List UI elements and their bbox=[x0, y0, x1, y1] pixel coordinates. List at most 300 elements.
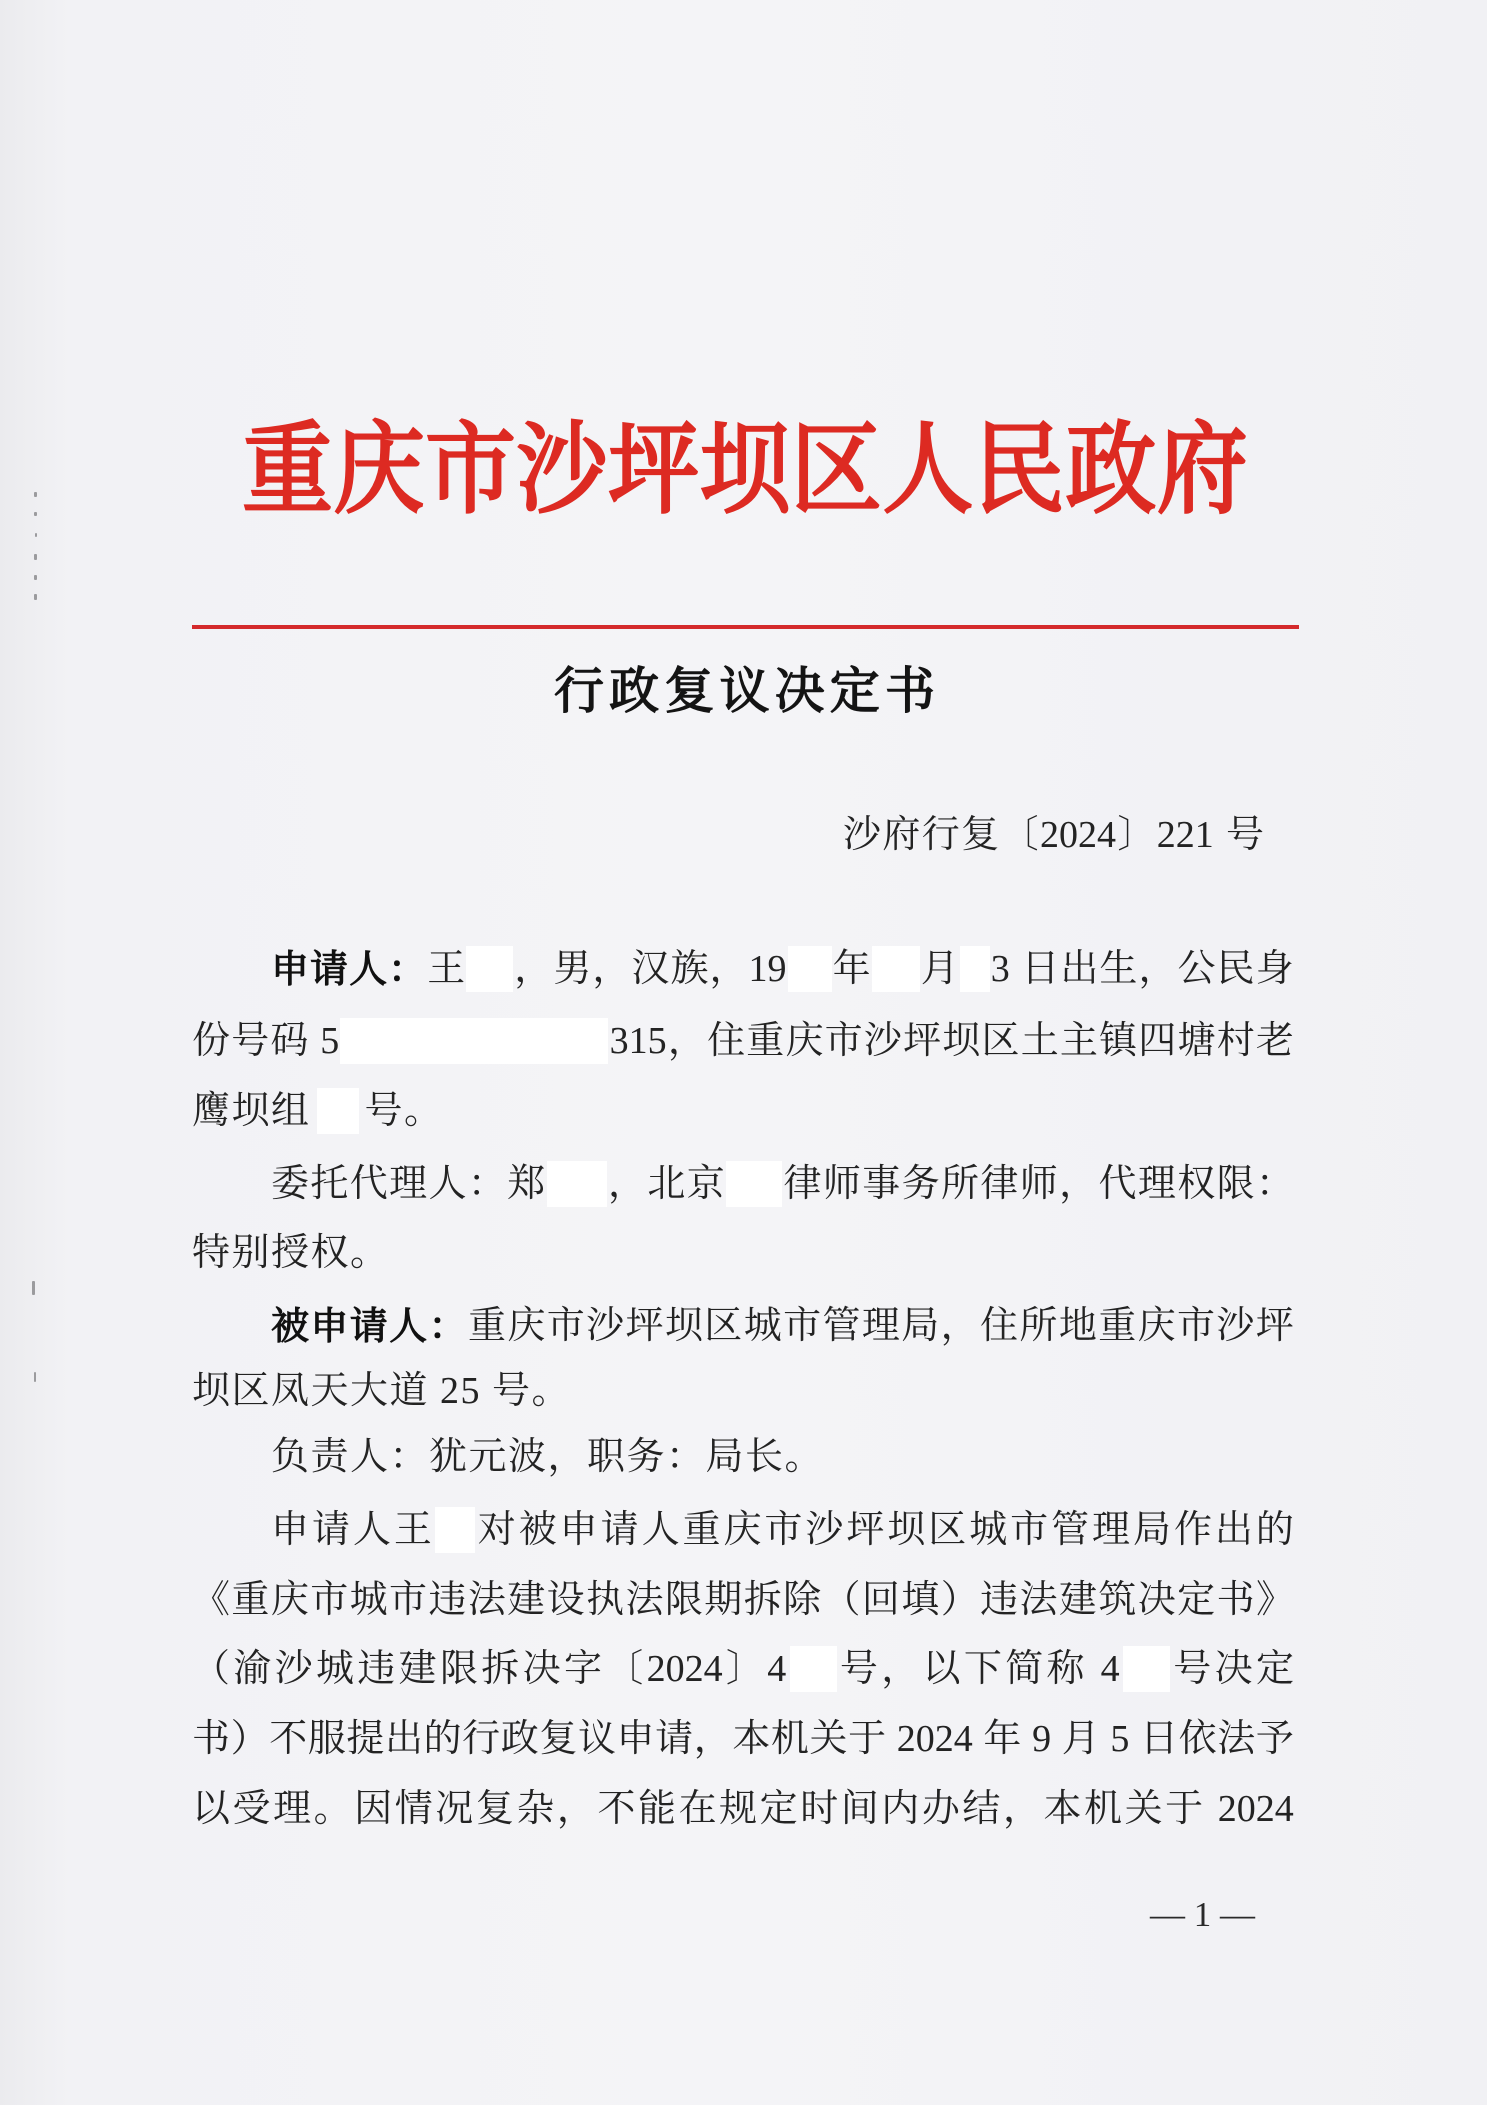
text-glyph: 法 bbox=[1019, 1579, 1058, 1621]
text-glyph: 决 bbox=[1214, 1648, 1253, 1690]
text-glyph: 决 bbox=[522, 1648, 561, 1690]
text-glyph: 号 bbox=[1173, 1648, 1212, 1690]
text-glyph: 局 bbox=[1133, 1509, 1172, 1551]
text-glyph: 决 bbox=[1137, 1579, 1176, 1621]
text-glyph: 《 bbox=[192, 1579, 231, 1621]
text-glyph: 土 bbox=[1020, 1020, 1059, 1062]
text-glyph: 年 bbox=[832, 948, 871, 990]
applicant-text: 号。 bbox=[364, 1090, 444, 1132]
text-glyph: 代 bbox=[349, 1163, 388, 1205]
text-glyph: 重 bbox=[682, 1509, 721, 1551]
respondent-line-2 bbox=[192, 1366, 571, 1416]
text-glyph: 》 bbox=[1255, 1579, 1294, 1621]
text-glyph: 建 bbox=[398, 1648, 437, 1690]
text-glyph: 于 bbox=[1165, 1788, 1204, 1830]
redaction-box bbox=[466, 946, 513, 992]
binding-mark bbox=[32, 1281, 35, 1295]
text-glyph: 府 bbox=[882, 814, 921, 856]
text-glyph: 因 bbox=[354, 1788, 393, 1830]
text-glyph: 沙 bbox=[805, 1509, 844, 1551]
text-glyph: 拆 bbox=[743, 1579, 782, 1621]
text-glyph: 城 bbox=[349, 1579, 388, 1621]
text-glyph: 所 bbox=[1019, 1305, 1058, 1347]
text-glyph: 执 bbox=[586, 1579, 625, 1621]
text-glyph: 定 bbox=[1177, 1579, 1216, 1621]
text-glyph: 受 bbox=[232, 1788, 271, 1830]
text-glyph: 决 bbox=[774, 661, 825, 720]
text-glyph: 出 bbox=[1214, 1509, 1253, 1551]
text-glyph: 男 bbox=[553, 948, 592, 990]
text-glyph: 19 bbox=[748, 948, 787, 990]
text-glyph: 〔 bbox=[605, 1648, 644, 1690]
text-glyph: ， bbox=[592, 948, 631, 990]
text-glyph: 申 bbox=[559, 1509, 598, 1551]
text-glyph: 复 bbox=[539, 1718, 578, 1760]
text-glyph: 〕 bbox=[1117, 814, 1156, 856]
text-glyph: 间 bbox=[840, 1788, 879, 1830]
text-glyph: 限 bbox=[1216, 1163, 1255, 1205]
text-glyph: 对 bbox=[477, 1509, 516, 1551]
text-glyph: 镇 bbox=[1099, 1020, 1138, 1062]
text-glyph: ， bbox=[709, 948, 748, 990]
redaction-box bbox=[790, 1646, 837, 1692]
text-glyph: 在 bbox=[678, 1788, 717, 1830]
binding-mark bbox=[34, 575, 37, 580]
text-space bbox=[1052, 1714, 1062, 1764]
text-glyph: 四 bbox=[1138, 1020, 1177, 1062]
text-glyph: 庆 bbox=[723, 1509, 762, 1551]
text-glyph: 理 bbox=[1092, 1509, 1131, 1551]
text-glyph: 民 bbox=[973, 411, 1065, 529]
text-glyph: 下 bbox=[963, 1648, 1002, 1690]
text-glyph: 律 bbox=[783, 1163, 822, 1205]
text-glyph: 郑 bbox=[507, 1163, 546, 1205]
text-glyph: 况 bbox=[435, 1788, 474, 1830]
text-glyph: 京 bbox=[686, 1163, 725, 1205]
text-glyph: 政 bbox=[1065, 411, 1157, 529]
text-glyph: 代 bbox=[1098, 1163, 1137, 1205]
text-glyph: ， bbox=[1138, 948, 1177, 990]
text-glyph: 称 bbox=[1046, 1648, 1085, 1690]
text-glyph: 坝 bbox=[664, 1305, 703, 1347]
redaction-box bbox=[547, 1161, 607, 1207]
text-glyph: 人 bbox=[428, 1163, 467, 1205]
background-line-2 bbox=[192, 1575, 1294, 1625]
text-glyph: 杂 bbox=[516, 1788, 555, 1830]
text-glyph: 请 bbox=[310, 947, 349, 991]
text-glyph: 申 bbox=[271, 1509, 310, 1551]
text-glyph: 申 bbox=[271, 947, 310, 991]
text-glyph: 律 bbox=[980, 1163, 1019, 1205]
text-glyph: 以 bbox=[192, 1788, 231, 1830]
text-glyph: 重 bbox=[242, 411, 334, 529]
text-glyph: 机 bbox=[1084, 1788, 1123, 1830]
text-glyph: 市 bbox=[783, 1305, 822, 1347]
text-glyph: 坪 bbox=[903, 1020, 942, 1062]
text-glyph: 沙 bbox=[863, 1020, 902, 1062]
text-space bbox=[1011, 944, 1021, 994]
text-glyph: 重 bbox=[746, 1020, 785, 1062]
text-glyph: 庆 bbox=[1137, 1305, 1176, 1347]
text-glyph: 沙 bbox=[274, 1648, 313, 1690]
background-line-5 bbox=[192, 1784, 1294, 1834]
text-glyph: 能 bbox=[638, 1788, 677, 1830]
text-glyph: ， bbox=[1059, 1163, 1098, 1205]
text-space bbox=[1130, 1714, 1140, 1764]
text-glyph: 行 bbox=[462, 1718, 501, 1760]
text-glyph: 复 bbox=[961, 814, 1000, 856]
text-glyph: 315 bbox=[609, 1020, 667, 1062]
text-glyph: 出 bbox=[384, 1718, 423, 1760]
text-glyph: ， bbox=[556, 1788, 595, 1830]
text-glyph: 2024 bbox=[1217, 1788, 1294, 1830]
text-glyph: 城 bbox=[743, 1305, 782, 1347]
text-glyph: 回 bbox=[861, 1579, 900, 1621]
text-glyph: 市 bbox=[824, 1020, 863, 1062]
text-glyph: 沙 bbox=[1216, 1305, 1255, 1347]
text-glyph: 请 bbox=[655, 1718, 694, 1760]
text-glyph: 坪 bbox=[1255, 1305, 1294, 1347]
text-glyph: 3 bbox=[990, 948, 1010, 990]
redaction-box bbox=[726, 1161, 782, 1207]
text-glyph: 〔 bbox=[1000, 814, 1039, 856]
text-glyph: ： bbox=[1255, 1163, 1294, 1205]
text-glyph: （ bbox=[822, 1579, 861, 1621]
text-glyph: 城 bbox=[969, 1509, 1008, 1551]
text-glyph: 情 bbox=[394, 1788, 433, 1830]
text-glyph: ： bbox=[428, 1304, 467, 1348]
text-glyph: 2024 bbox=[1039, 814, 1116, 856]
text-space bbox=[1206, 1784, 1216, 1834]
text-glyph: 市 bbox=[310, 1579, 349, 1621]
text-glyph: 4 bbox=[1100, 1648, 1120, 1690]
text-glyph: 建 bbox=[507, 1579, 546, 1621]
text-glyph: 法 bbox=[625, 1579, 664, 1621]
redaction-box bbox=[435, 1507, 475, 1553]
background-line-1 bbox=[271, 1505, 1294, 1555]
text-glyph: 关 bbox=[809, 1718, 848, 1760]
text-glyph: 局 bbox=[901, 1305, 940, 1347]
text-glyph: 区 bbox=[790, 411, 882, 529]
text-glyph: 字 bbox=[563, 1648, 602, 1690]
text-glyph: 份 bbox=[192, 1020, 231, 1062]
text-glyph: 市 bbox=[1010, 1509, 1049, 1551]
text-glyph: 行 bbox=[554, 661, 604, 720]
text-glyph: 关 bbox=[1124, 1788, 1163, 1830]
text-glyph: 提 bbox=[346, 1718, 385, 1760]
text-glyph: 人 bbox=[349, 947, 388, 991]
principal-text: 负责人：犹元波，职务：局长。 bbox=[271, 1436, 825, 1478]
text-glyph: 本 bbox=[732, 1718, 771, 1760]
text-glyph: 书 bbox=[192, 1718, 231, 1760]
text-glyph: 以 bbox=[922, 1648, 961, 1690]
text-glyph: 5 bbox=[1110, 1718, 1130, 1760]
text-glyph: 服 bbox=[307, 1718, 346, 1760]
text-glyph: 除 bbox=[783, 1579, 822, 1621]
text-glyph: 事 bbox=[862, 1163, 901, 1205]
text-glyph: 5 bbox=[320, 1020, 340, 1062]
text-glyph: 区 bbox=[981, 1020, 1020, 1062]
text-glyph: 月 bbox=[920, 948, 959, 990]
text-glyph: 议 bbox=[719, 661, 770, 720]
text-glyph: 人 bbox=[882, 411, 974, 529]
agent-line-2 bbox=[192, 1228, 390, 1278]
text-glyph: 日 bbox=[1021, 948, 1060, 990]
text-glyph: 公 bbox=[1177, 948, 1216, 990]
text-glyph: 所 bbox=[940, 1163, 979, 1205]
text-glyph: 管 bbox=[822, 1305, 861, 1347]
text-glyph: 定 bbox=[1255, 1648, 1294, 1690]
respondent-text: 坝区凤天大道 25 号。 bbox=[192, 1370, 572, 1412]
text-space bbox=[973, 1714, 983, 1764]
text-glyph: 予 bbox=[1255, 1718, 1294, 1760]
binding-mark bbox=[34, 1372, 36, 1382]
text-glyph: 理 bbox=[273, 1788, 312, 1830]
text-glyph: 北 bbox=[647, 1163, 686, 1205]
text-glyph: 日 bbox=[1140, 1718, 1179, 1760]
text-glyph: 申 bbox=[616, 1718, 655, 1760]
text-glyph: 不 bbox=[597, 1788, 636, 1830]
text-glyph: 建 bbox=[1058, 1579, 1097, 1621]
text-glyph: 政 bbox=[500, 1718, 539, 1760]
text-glyph: 管 bbox=[1051, 1509, 1090, 1551]
text-glyph: 府 bbox=[1156, 411, 1248, 529]
text-glyph: 市 bbox=[764, 1509, 803, 1551]
text-glyph: 违 bbox=[357, 1648, 396, 1690]
text-glyph: 出 bbox=[1060, 948, 1099, 990]
text-glyph: ） bbox=[940, 1579, 979, 1621]
text-glyph: 行 bbox=[921, 814, 960, 856]
text-glyph: ， bbox=[607, 1163, 646, 1205]
text-glyph: 请 bbox=[600, 1509, 639, 1551]
text-glyph: 4 bbox=[767, 1648, 787, 1690]
text-glyph: 人 bbox=[641, 1509, 680, 1551]
text-glyph: 沙 bbox=[586, 1305, 625, 1347]
text-glyph: 重 bbox=[1098, 1305, 1137, 1347]
text-glyph: 月 bbox=[1061, 1718, 1100, 1760]
text-glyph: 生 bbox=[1099, 948, 1138, 990]
text-glyph: 依 bbox=[1178, 1718, 1217, 1760]
text-glyph: 地 bbox=[1058, 1305, 1097, 1347]
text-glyph: ） bbox=[230, 1718, 269, 1760]
text-glyph: 沙 bbox=[843, 814, 882, 856]
text-glyph: 汉 bbox=[631, 948, 670, 990]
text-glyph: 设 bbox=[546, 1579, 585, 1621]
text-glyph: 村 bbox=[1216, 1020, 1255, 1062]
text-glyph: 简 bbox=[1005, 1648, 1044, 1690]
text-glyph: 理 bbox=[389, 1163, 428, 1205]
text-glyph: ， bbox=[940, 1305, 979, 1347]
text-glyph: 请 bbox=[349, 1304, 388, 1348]
text-space bbox=[1088, 1644, 1098, 1694]
text-glyph: 师 bbox=[822, 1163, 861, 1205]
text-glyph: 务 bbox=[901, 1163, 940, 1205]
principal-line bbox=[271, 1432, 824, 1482]
text-glyph: 时 bbox=[800, 1788, 839, 1830]
text-glyph: 重 bbox=[467, 1305, 506, 1347]
text-glyph: 市 bbox=[1176, 1305, 1215, 1347]
text-glyph: 书 bbox=[1216, 1579, 1255, 1621]
text-glyph: ， bbox=[514, 948, 553, 990]
text-glyph: 坪 bbox=[625, 1305, 664, 1347]
text-space bbox=[1022, 1714, 1032, 1764]
binding-mark bbox=[34, 554, 37, 560]
text-glyph: 办 bbox=[921, 1788, 960, 1830]
text-glyph: 221 bbox=[1156, 814, 1214, 856]
text-glyph: 法 bbox=[467, 1579, 506, 1621]
binding-mark bbox=[35, 533, 37, 537]
text-glyph: 重 bbox=[231, 1579, 270, 1621]
applicant-text: 鹰坝组 bbox=[192, 1090, 311, 1132]
text-glyph: 住 bbox=[980, 1305, 1019, 1347]
red-separator-rule bbox=[192, 625, 1299, 629]
text-glyph: 号 bbox=[1225, 814, 1264, 856]
text-glyph: 〕 bbox=[725, 1648, 764, 1690]
text-glyph: 号 bbox=[231, 1020, 270, 1062]
text-glyph: 师 bbox=[1019, 1163, 1058, 1205]
page-number: — 1 — bbox=[1150, 1895, 1255, 1934]
text-glyph: 定 bbox=[759, 1788, 798, 1830]
text-glyph: ， bbox=[693, 1718, 732, 1760]
text-glyph: 年 bbox=[983, 1718, 1022, 1760]
text-glyph: 的 bbox=[1255, 1509, 1294, 1551]
agent-line-1 bbox=[271, 1159, 1294, 1209]
applicant-line-3 bbox=[192, 1086, 444, 1136]
redaction-box bbox=[960, 946, 990, 992]
text-glyph: 2024 bbox=[896, 1718, 973, 1760]
text-glyph: 权 bbox=[1177, 1163, 1216, 1205]
binding-mark bbox=[34, 492, 37, 497]
text-glyph: 族 bbox=[670, 948, 709, 990]
text-glyph: 住 bbox=[707, 1020, 746, 1062]
text-glyph: 机 bbox=[770, 1718, 809, 1760]
text-glyph: 的 bbox=[423, 1718, 462, 1760]
text-glyph: 委 bbox=[271, 1163, 310, 1205]
text-glyph: 庆 bbox=[507, 1305, 546, 1347]
text-glyph: ， bbox=[1002, 1788, 1041, 1830]
text-glyph: 坝 bbox=[887, 1509, 926, 1551]
text-space bbox=[1215, 810, 1225, 860]
text-glyph: 坝 bbox=[699, 411, 791, 529]
binding-mark bbox=[34, 512, 37, 516]
text-glyph: 筑 bbox=[1098, 1579, 1137, 1621]
text-glyph: ： bbox=[467, 1163, 506, 1205]
text-glyph: 坪 bbox=[846, 1509, 885, 1551]
text-glyph: 2024 bbox=[646, 1648, 723, 1690]
text-glyph: 托 bbox=[310, 1163, 349, 1205]
text-glyph: 被 bbox=[271, 1304, 310, 1348]
background-line-3 bbox=[192, 1644, 1294, 1694]
text-glyph: 法 bbox=[1217, 1718, 1256, 1760]
text-glyph: 书 bbox=[884, 661, 935, 720]
text-glyph: 限 bbox=[439, 1648, 478, 1690]
agent-text: 特别授权。 bbox=[192, 1232, 390, 1274]
text-glyph: 违 bbox=[980, 1579, 1019, 1621]
text-glyph: 。 bbox=[313, 1788, 352, 1830]
issuing-authority-header bbox=[242, 410, 1248, 531]
text-glyph: 人 bbox=[389, 1304, 428, 1348]
text-glyph: 期 bbox=[704, 1579, 743, 1621]
text-glyph: 王 bbox=[393, 1509, 432, 1551]
text-glyph: 市 bbox=[546, 1305, 585, 1347]
text-glyph: 政 bbox=[609, 661, 660, 720]
text-space bbox=[310, 1016, 320, 1066]
text-glyph: 申 bbox=[310, 1304, 349, 1348]
text-glyph: 理 bbox=[1137, 1163, 1176, 1205]
text-glyph: 区 bbox=[704, 1305, 743, 1347]
text-glyph: 王 bbox=[427, 948, 466, 990]
respondent-line-1 bbox=[271, 1301, 1294, 1351]
text-glyph: 规 bbox=[719, 1788, 758, 1830]
applicant-line-2 bbox=[192, 1016, 1294, 1066]
text-glyph: 庆 bbox=[270, 1579, 309, 1621]
text-glyph: 区 bbox=[928, 1509, 967, 1551]
text-glyph: 坪 bbox=[607, 411, 699, 529]
redaction-box bbox=[340, 1018, 608, 1064]
text-glyph: 身 bbox=[1255, 948, 1294, 990]
text-glyph: 9 bbox=[1032, 1718, 1052, 1760]
text-glyph: 市 bbox=[424, 411, 516, 529]
text-glyph: 违 bbox=[428, 1579, 467, 1621]
text-glyph: 不 bbox=[269, 1718, 308, 1760]
text-glyph: 民 bbox=[1216, 948, 1255, 990]
text-space bbox=[887, 1714, 897, 1764]
text-glyph: 城 bbox=[315, 1648, 354, 1690]
text-glyph: 市 bbox=[389, 1579, 428, 1621]
document-number bbox=[843, 810, 1264, 860]
redaction-box bbox=[317, 1088, 359, 1134]
document-title bbox=[554, 661, 935, 721]
text-glyph: 拆 bbox=[481, 1648, 520, 1690]
text-glyph: 号 bbox=[839, 1648, 878, 1690]
text-glyph: 被 bbox=[518, 1509, 557, 1551]
text-glyph: （ bbox=[192, 1648, 231, 1690]
binding-mark bbox=[34, 594, 37, 600]
text-glyph: 填 bbox=[901, 1579, 940, 1621]
text-glyph: 庆 bbox=[785, 1020, 824, 1062]
text-glyph: 老 bbox=[1255, 1020, 1294, 1062]
text-glyph: 结 bbox=[962, 1788, 1001, 1830]
text-space bbox=[1100, 1714, 1110, 1764]
text-glyph: 码 bbox=[270, 1020, 309, 1062]
text-glyph: 坝 bbox=[942, 1020, 981, 1062]
text-glyph: 人 bbox=[352, 1509, 391, 1551]
text-glyph: 复 bbox=[664, 661, 715, 720]
text-glyph: 渝 bbox=[233, 1648, 272, 1690]
text-glyph: 塘 bbox=[1177, 1020, 1216, 1062]
text-glyph: 议 bbox=[577, 1718, 616, 1760]
text-glyph: 主 bbox=[1059, 1020, 1098, 1062]
text-glyph: 于 bbox=[848, 1718, 887, 1760]
text-glyph: 请 bbox=[311, 1509, 350, 1551]
text-glyph: ， bbox=[881, 1648, 920, 1690]
redaction-box bbox=[1123, 1646, 1170, 1692]
text-glyph: 本 bbox=[1043, 1788, 1082, 1830]
text-glyph: ， bbox=[667, 1020, 706, 1062]
text-glyph: ： bbox=[388, 947, 427, 991]
text-glyph: 复 bbox=[475, 1788, 514, 1830]
text-glyph: 内 bbox=[881, 1788, 920, 1830]
background-line-4 bbox=[192, 1714, 1294, 1764]
redaction-box bbox=[872, 946, 920, 992]
text-glyph: 庆 bbox=[333, 411, 425, 529]
redaction-box bbox=[788, 946, 832, 992]
applicant-line-1 bbox=[271, 944, 1294, 994]
text-glyph: 理 bbox=[861, 1305, 900, 1347]
text-glyph: 定 bbox=[829, 661, 880, 720]
text-glyph: 限 bbox=[664, 1579, 703, 1621]
text-glyph: 沙 bbox=[516, 411, 608, 529]
